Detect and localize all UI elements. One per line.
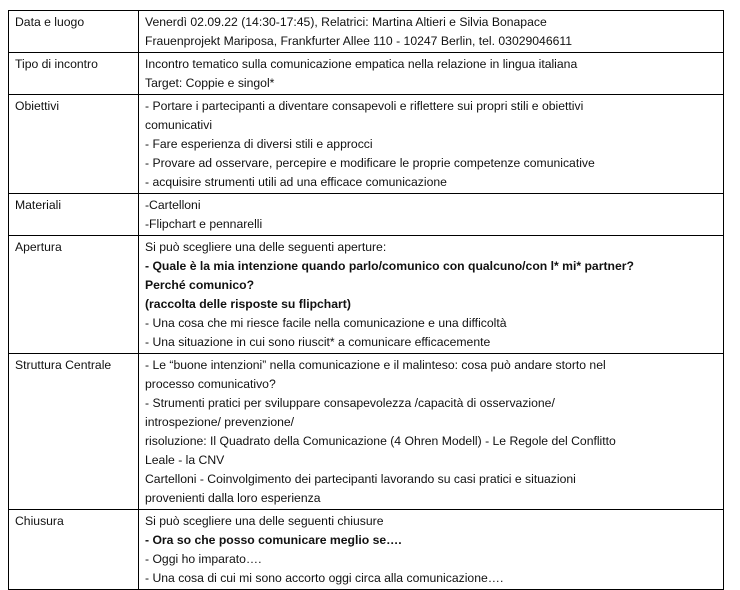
content-line: - Una situazione in cui sono riuscit* a comunicare efficacemente bbox=[145, 335, 491, 349]
content-line: risoluzione: Il Quadrato della Comunicazione (4 Ohren Modell) - Le Regole del Conflitto bbox=[145, 434, 616, 448]
content-line: introspezione/ prevenzione/ bbox=[145, 415, 295, 429]
content-line: - Una cosa di cui mi sono accorto oggi circa alla comunicazione…. bbox=[145, 571, 504, 585]
table-row bbox=[9, 11, 724, 53]
content-line: - Una cosa che mi riesce facile nella comunicazione e una difficoltà bbox=[145, 316, 507, 330]
content-line: Venerdì 02.09.22 (14:30-17:45), Relatrici: Martina Altieri e Silvia Bonapace bbox=[145, 15, 547, 29]
row-label-struttura-centrale: Struttura Centrale bbox=[9, 354, 139, 510]
row-content-data-e-luogo bbox=[139, 11, 724, 53]
row-label-apertura: Apertura bbox=[9, 236, 139, 354]
content-line: provenienti dalla loro esperienza bbox=[145, 491, 321, 505]
row-content-materiali bbox=[139, 194, 724, 236]
content-line: Target: Coppie e singol* bbox=[145, 76, 275, 90]
table-row bbox=[9, 354, 724, 510]
table-row bbox=[9, 53, 724, 95]
row-label-obiettivi: Obiettivi bbox=[9, 95, 139, 194]
table-row bbox=[9, 510, 724, 590]
table-row bbox=[9, 236, 724, 354]
row-content-chiusura bbox=[139, 510, 724, 590]
row-label-materiali: Materiali bbox=[9, 194, 139, 236]
content-line: - Strumenti pratici per sviluppare consapevolezza /capacità di osservazione/ bbox=[145, 396, 555, 410]
content-line: - Portare i partecipanti a diventare consapevoli e riflettere sui propri stili e obiettivi bbox=[145, 99, 584, 113]
content-line-bold: Perché comunico? bbox=[145, 278, 255, 292]
content-line-bold: (raccolta delle risposte su flipchart) bbox=[145, 297, 351, 311]
row-content-struttura-centrale bbox=[139, 354, 724, 510]
content-line: - acquisire strumenti utili ad una efficace comunicazione bbox=[145, 175, 447, 189]
session-plan-body bbox=[9, 11, 724, 590]
content-line: -Cartelloni bbox=[145, 198, 201, 212]
row-content-apertura bbox=[139, 236, 724, 354]
content-line: comunicativi bbox=[145, 118, 213, 132]
row-label-data-e-luogo: Data e luogo bbox=[9, 11, 139, 53]
table-row bbox=[9, 194, 724, 236]
content-line: Frauenprojekt Mariposa, Frankfurter Allee 110 - 10247 Berlin, tel. 03029046611 bbox=[145, 34, 573, 48]
content-line: Incontro tematico sulla comunicazione empatica nella relazione in lingua italiana bbox=[145, 57, 578, 71]
content-line: - Le “buone intenzioni” nella comunicazione e il malinteso: cosa può andare storto nel bbox=[145, 358, 606, 372]
row-label-tipo-di-incontro: Tipo di incontro bbox=[9, 53, 139, 95]
content-line: - Provare ad osservare, percepire e modificare le proprie competenze comunicative bbox=[145, 156, 595, 170]
content-line: Cartelloni - Coinvolgimento dei partecipanti lavorando su casi pratici e situazioni bbox=[145, 472, 576, 486]
content-line: - Fare esperienza di diversi stili e approcci bbox=[145, 137, 373, 151]
content-line: Leale - la CNV bbox=[145, 453, 225, 467]
session-plan-table bbox=[8, 10, 724, 590]
content-line-bold: - Quale è la mia intenzione quando parlo/comunico con qualcuno/con l* mi* partner? bbox=[145, 259, 634, 273]
content-line: Si può scegliere una delle seguenti chiusure bbox=[145, 514, 384, 528]
content-line: Si può scegliere una delle seguenti aperture: bbox=[145, 240, 387, 254]
content-line: -Flipchart e pennarelli bbox=[145, 217, 263, 231]
content-line-bold: - Ora so che posso comunicare meglio se…. bbox=[145, 533, 402, 547]
content-line: processo comunicativo? bbox=[145, 377, 276, 391]
table-row bbox=[9, 95, 724, 194]
row-label-chiusura: Chiusura bbox=[9, 510, 139, 590]
row-content-obiettivi bbox=[139, 95, 724, 194]
row-content-tipo-di-incontro bbox=[139, 53, 724, 95]
content-line: - Oggi ho imparato…. bbox=[145, 552, 262, 566]
